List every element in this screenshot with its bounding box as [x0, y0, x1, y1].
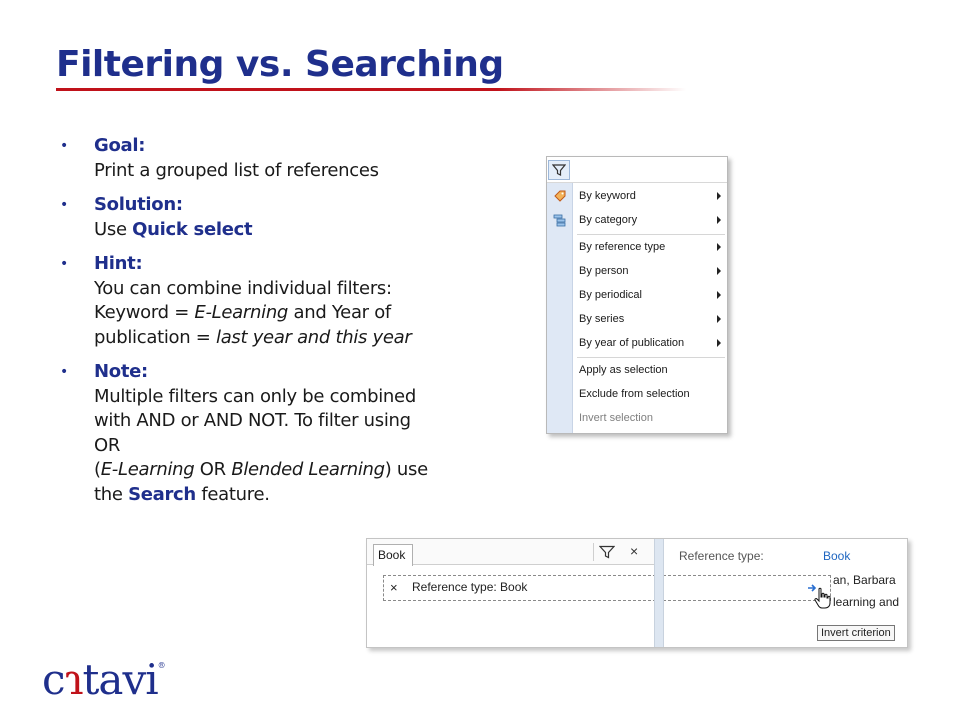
menu-item-label: By category — [579, 214, 638, 226]
bullet-heading: Hint: — [94, 253, 143, 274]
menu-item-by-periodical[interactable] — [579, 284, 721, 306]
bullet-text: ( — [94, 459, 101, 480]
bullet-goal: • Goal: Print a grouped list of references — [58, 134, 468, 183]
menu-item-label: Invert selection — [579, 412, 653, 424]
menu-item-label: Apply as selection — [579, 364, 668, 376]
hand-cursor-icon — [813, 587, 831, 609]
menu-item-label: By person — [579, 265, 629, 277]
menu-item-by-series[interactable] — [579, 308, 721, 330]
menu-separator — [577, 357, 725, 358]
citavi-logo — [42, 655, 165, 704]
logo-letter: tav — [82, 655, 146, 704]
menu-item-by-person[interactable] — [579, 260, 721, 282]
criterion-label: Reference type: Book — [412, 580, 528, 594]
submenu-arrow-icon — [717, 267, 721, 275]
bullet-text: the — [94, 483, 129, 505]
filter-panel — [367, 539, 657, 647]
title-underline — [56, 88, 686, 91]
menu-item-label: By keyword — [579, 190, 636, 202]
menu-item-label: Exclude from selection — [579, 388, 690, 400]
bullet-italic: E-Learning — [194, 302, 289, 323]
menu-separator — [577, 234, 725, 235]
funnel-icon — [552, 163, 566, 177]
title-text: learning and — [833, 595, 900, 609]
funnel-icon[interactable] — [599, 545, 615, 559]
bullet-text: publication = — [94, 326, 216, 348]
close-filter-icon[interactable]: × — [630, 543, 639, 559]
registered-mark: ® — [157, 661, 165, 670]
slide-title: Filtering vs. Searching — [56, 44, 504, 85]
bullet-text: and Year of — [288, 302, 391, 323]
menu-item-by-year-of-publication[interactable] — [579, 332, 721, 354]
keyword-tag-icon — [553, 189, 567, 203]
filter-bar-screenshot — [366, 538, 908, 648]
submenu-arrow-icon — [717, 339, 721, 347]
bullet-hint: • Hint: You can combine individual filters: Keyword = E-Learning and Year of publication = last year and this year — [58, 252, 468, 350]
menu-item-label: By year of publication — [579, 337, 685, 349]
bullet-italic: last year and this year — [216, 326, 412, 348]
menu-item-label: By periodical — [579, 289, 642, 301]
bullet-text: OR — [194, 459, 232, 480]
bullet-emphasis: Search — [128, 483, 196, 505]
bullet-italic: Blended Learning — [231, 459, 385, 480]
bullet-text: You can combine individual filters: — [94, 277, 392, 299]
submenu-arrow-icon — [717, 315, 721, 323]
bullet-solution: • Solution: Use Quick select — [58, 193, 468, 242]
menu-item-by-reference-type[interactable] — [579, 236, 721, 258]
bullet-text: Keyword = — [94, 302, 195, 323]
remove-criterion-icon[interactable]: × — [390, 580, 398, 595]
bullet-note: • Note: Multiple filters can only be combined with AND or AND NOT. To filter using OR (E-Learning OR Blended Learning) use the Search feature. — [58, 360, 468, 507]
bullet-text: Multiple filters can only be combined — [94, 385, 416, 407]
quick-select-button[interactable] — [548, 160, 570, 180]
reference-type-label: Reference type: — [679, 549, 764, 563]
bullet-italic: E-Learning — [100, 459, 195, 480]
menu-item-apply-as-selection[interactable] — [579, 359, 721, 381]
invert-criterion-tooltip: Invert criterion — [817, 625, 895, 641]
logo-accent-mark: ɿ — [64, 655, 83, 704]
panel-splitter[interactable] — [654, 539, 664, 647]
bullet-text: OR — [94, 434, 121, 456]
submenu-arrow-icon — [717, 291, 721, 299]
menu-item-label: By series — [579, 313, 625, 325]
menu-toolbar — [547, 157, 727, 183]
filter-tab-book[interactable]: Book — [373, 544, 413, 566]
submenu-arrow-icon — [717, 243, 721, 251]
logo-letter: c — [42, 655, 65, 704]
bullet-heading: Note: — [94, 361, 148, 382]
bullet-list — [58, 134, 468, 517]
filter-tab-bar — [367, 539, 657, 565]
author-text: an, Barbara — [833, 573, 896, 587]
bullet-emphasis: Quick select — [132, 218, 253, 240]
submenu-arrow-icon — [717, 216, 721, 224]
bullet-text: with AND or AND NOT. To filter using — [94, 410, 411, 431]
category-icon — [553, 213, 567, 227]
bullet-text: Use — [94, 218, 133, 240]
bullet-text: ) use — [384, 459, 428, 480]
menu-item-exclude-from-selection[interactable] — [579, 383, 721, 405]
reference-type-value[interactable]: Book — [823, 549, 851, 563]
bullet-heading: Solution: — [94, 194, 183, 215]
toolbar-divider — [593, 543, 594, 561]
bullet-heading: Goal: — [94, 135, 146, 156]
menu-item-label: By reference type — [579, 241, 666, 253]
logo-letter: i — [145, 655, 158, 704]
bullet-text: feature. — [195, 483, 270, 505]
menu-icon-gutter — [547, 183, 573, 433]
bullet-text: Print a grouped list of references — [94, 159, 379, 181]
menu-item-by-keyword[interactable] — [579, 185, 721, 207]
quick-select-menu-screenshot — [546, 156, 728, 434]
menu-item-by-category[interactable] — [579, 209, 721, 231]
submenu-arrow-icon — [717, 192, 721, 200]
menu-item-invert-selection[interactable] — [579, 407, 721, 429]
